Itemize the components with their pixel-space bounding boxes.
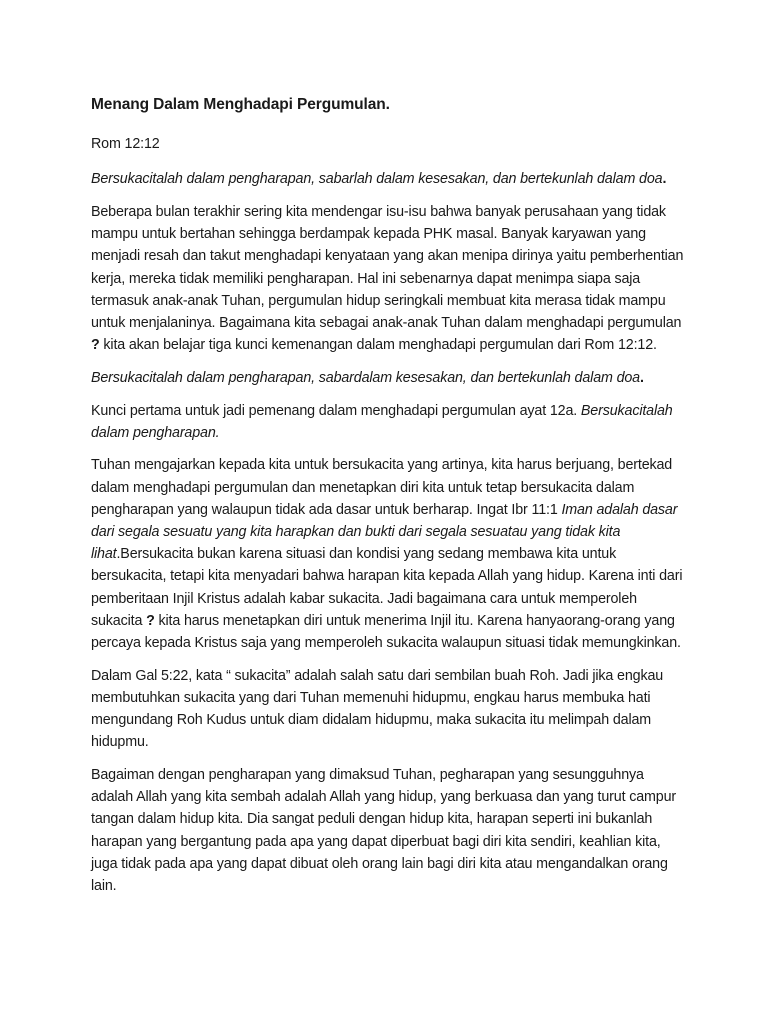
- verse-quote-text: Bersukacitalah dalam pengharapan, sabarlah dalam kesesakan, dan bertekunlah dalam doa: [91, 171, 663, 188]
- verse-quote-period: .: [662, 171, 667, 188]
- paragraph-intro-rest: kita akan belajar tiga kunci kemenangan dalam menghadapi pergumulan dari Rom 12:12.: [99, 337, 657, 354]
- verse-quote-repeat-text: Bersukacitalah dalam pengharapan, sabardalam kesesakan, dan bertekunlah dalam doa: [91, 369, 640, 386]
- paragraph-joy-part-c: kita harus menetapkan diri untuk menerima Injil itu. Karena hanyaorang-orang yang percaya kepada Kristus saja yang memperoleh sukacita walaupun situasi tidak memungkinkan.: [91, 612, 681, 652]
- verse-quote-repeat-period: .: [639, 369, 644, 386]
- paragraph-intro: [91, 201, 688, 356]
- verse-quote-repeat: [91, 367, 688, 389]
- question-mark: ?: [142, 612, 155, 629]
- document-title: Menang Dalam Menghadapi Pergumulan.: [91, 96, 390, 113]
- scripture-reference: Rom 12:12: [91, 136, 160, 152]
- key-one-italic: Bersukacitalah dalam pengharapan.: [91, 402, 673, 441]
- key-one-lead: Kunci pertama untuk jadi pemenang dalam menghadapi pergumulan ayat 12a.: [91, 402, 581, 419]
- question-mark: ?: [91, 337, 100, 354]
- verse-quote: [91, 168, 688, 190]
- paragraph-galatians: Dalam Gal 5:22, kata “ sukacita” adalah salah satu dari sembilan buah Roh. Jadi jika engkau membutuhkan sukacita yang dari Tuhan memenuhi hidupmu, engkau harus membuka hati mengundang Roh Kudus untuk diam didalam hidupmu, maka sukacita itu melimpah dalam hidupmu.: [91, 667, 664, 751]
- paragraph-joy-part-a: Tuhan mengajarkan kepada kita untuk bersukacita yang artinya, kita harus berjuang, bertekad dalam menghadapi pergumulan dan menetapkan diri kita untuk tetap bersukacita dalam pengharapan yang walaupun tidak ada dasar untuk berharap. Ingat Ibr 11:1: [91, 457, 673, 518]
- paragraph-joy-part-b: .Bersukacita bukan karena situasi dan kondisi yang sedang membawa kita untuk bersukacita, tetapi kita menyadari bahwa harapan kita kepada Allah yang hidup. Karena inti dari pemberitaan Injil Kristus adalah kabar sukacita. Jadi bagaimana cara untuk memperoleh sukacita: [91, 546, 683, 629]
- hebrews-quote: Iman adalah dasar dari segala sesuatu yang kita harapkan dan bukti dari segala sesuatau yang tidak kita lihat: [91, 501, 678, 563]
- paragraph-intro-text: Beberapa bulan terakhir sering kita mendengar isu-isu bahwa banyak perusahaan yang tidak mampu untuk bertahan sehingga berdampak kepada PHK masal. Banyak karyawan yang menjadi resah dan takut menghadapi kenyataan yang akan menipa dirinya yaitu pemberhentian kerja, mereka tidak memiliki pengharapan. Hal ini sebenarnya dapat menimpa siapa saja termasuk anak-anak Tuhan, pergumulan hidup seringkali membuat kita merasa tidak mampu untuk menjalaninya. Bagaimana kita sebagai anak-anak Tuhan dalam menghadapi pergumulan: [91, 203, 684, 331]
- paragraph-joy: [91, 454, 688, 654]
- key-one-heading: [91, 400, 688, 444]
- paragraph-hope: Bagaiman dengan pengharapan yang dimaksud Tuhan, pegharapan yang sesungguhnya adalah Allah yang kita sembah adalah Allah yang hidup, yang berkuasa dan yang turut campur tangan dalam hidup kita. Dia sangat peduli dengan hidup kita, harapan seperti ini bukanlah harapan yang bergantung pada apa yang dapat diperbuat bagi diri kita sendiri, keahlian kita, juga tidak pada apa yang dapat dibuat oleh orang lain bagi diri kita atau mengandalkan orang lain.: [91, 767, 677, 895]
